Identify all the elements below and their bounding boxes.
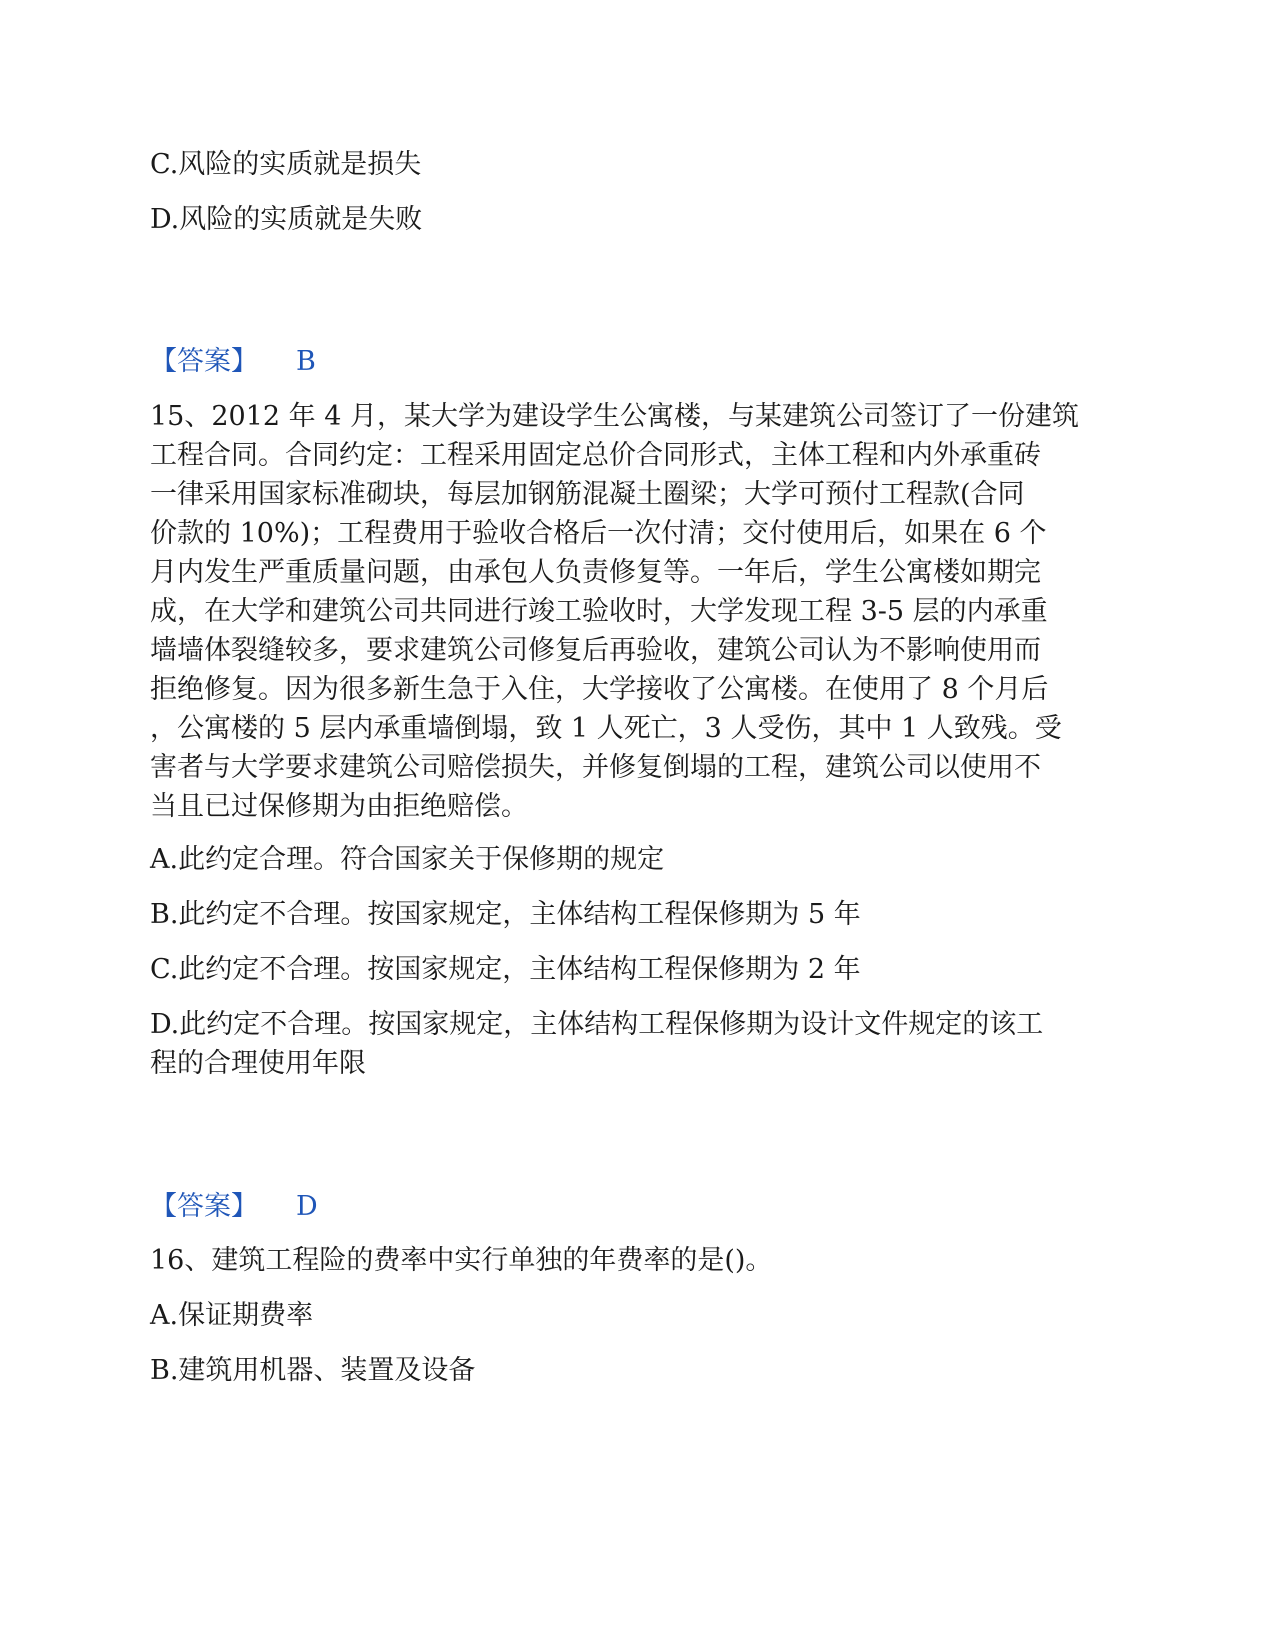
q14-answer xyxy=(150,342,1130,382)
q15-stem-line: 价款的 10%)；工程费用于验收合格后一次付清；交付使用后，如果在 6 个 xyxy=(150,518,1047,549)
q15-answer xyxy=(150,1187,1130,1227)
q15-option-b: B.此约定不合理。按国家规定，主体结构工程保修期为 5 年 xyxy=(150,899,861,930)
answer-label: 【答案】 xyxy=(150,1191,258,1222)
q14-option-d: D.风险的实质就是失败 xyxy=(150,204,423,235)
q15-stem-line: 一律采用国家标准砌块，每层加钢筋混凝土圈梁；大学可预付工程款(合同 xyxy=(150,479,1025,510)
answer-value: B xyxy=(296,346,316,377)
q15-stem-line: 当且已过保修期为由拒绝赔偿。 xyxy=(150,791,528,822)
q15-stem-line: ，公寓楼的 5 层内承重墙倒塌，致 1 人死亡，3 人受伤，其中 1 人致残。受 xyxy=(150,713,1062,744)
q14-option-c: C.风险的实质就是损失 xyxy=(150,149,422,180)
q15-option-c: C.此约定不合理。按国家规定，主体结构工程保修期为 2 年 xyxy=(150,954,861,985)
answer-label: 【答案】 xyxy=(150,346,258,377)
q15-stem-line: 月内发生严重质量问题，由承包人负责修复等。一年后，学生公寓楼如期完 xyxy=(150,557,1041,588)
q15-option-d-line: D.此约定不合理。按国家规定，主体结构工程保修期为设计文件规定的该工 xyxy=(150,1009,1044,1040)
q15-option-a: A.此约定合理。符合国家关于保修期的规定 xyxy=(150,844,665,875)
q16-stem: 16、建筑工程险的费率中实行单独的年费率的是()。 xyxy=(150,1245,773,1276)
q16-option-a: A.保证期费率 xyxy=(150,1300,314,1331)
q15-stem-line: 工程合同。合同约定：工程采用固定总价合同形式，主体工程和内外承重砖 xyxy=(150,440,1041,471)
q15-stem-line: 墙墙体裂缝较多，要求建筑公司修复后再验收，建筑公司认为不影响使用而 xyxy=(150,635,1041,666)
q16-option-b: B.建筑用机器、装置及设备 xyxy=(150,1355,476,1386)
q15-stem-line: 15、2012 年 4 月，某大学为建设学生公寓楼，与某建筑公司签订了一份建筑 xyxy=(150,401,1079,432)
q15-stem-line: 拒绝修复。因为很多新生急于入住，大学接收了公寓楼。在使用了 8 个月后 xyxy=(150,674,1049,705)
q15-stem-line: 成，在大学和建筑公司共同进行竣工验收时，大学发现工程 3-5 层的内承重 xyxy=(150,596,1048,627)
q15-stem-line: 害者与大学要求建筑公司赔偿损失，并修复倒塌的工程，建筑公司以使用不 xyxy=(150,752,1041,783)
q15-option-d-line: 程的合理使用年限 xyxy=(150,1048,366,1079)
answer-value: D xyxy=(296,1191,318,1222)
